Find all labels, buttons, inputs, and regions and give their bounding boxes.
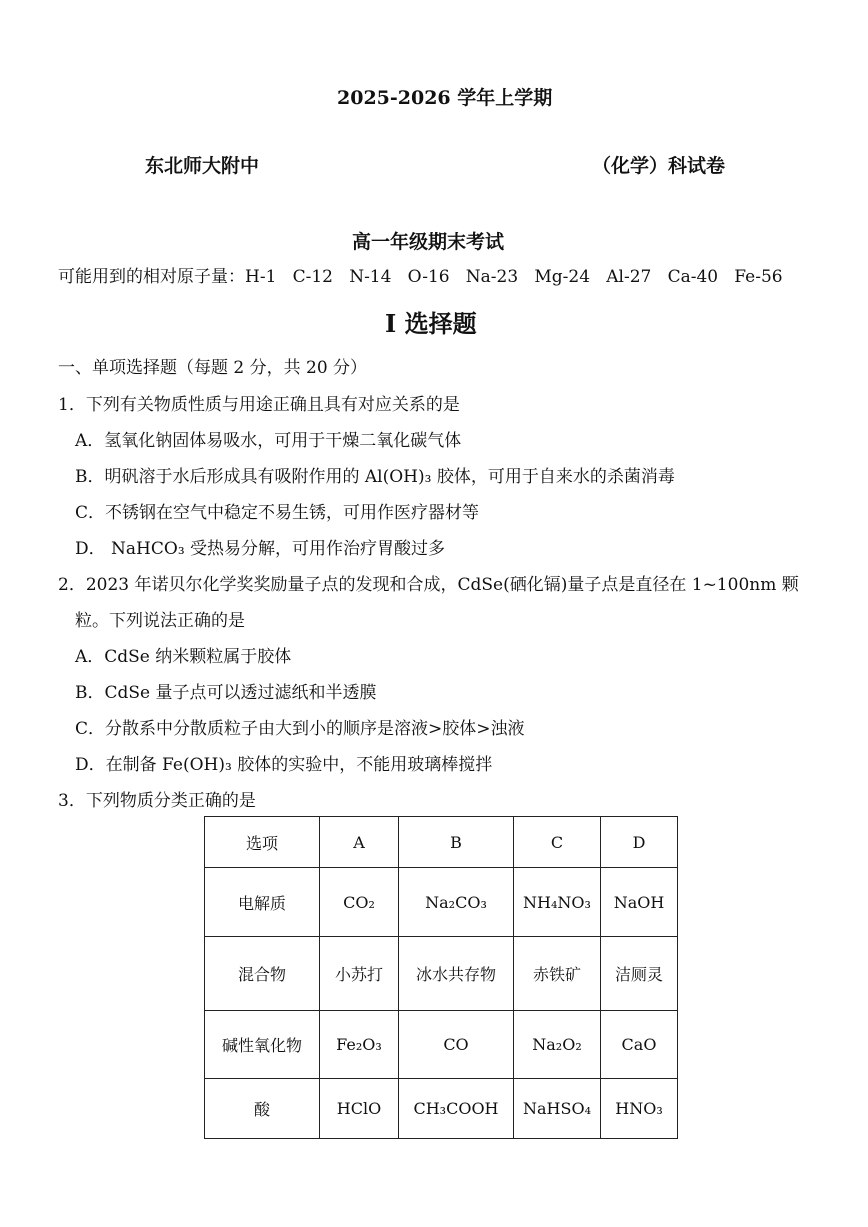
table-row xyxy=(205,1079,678,1139)
term-heading: 2025-2026 学年上学期 xyxy=(337,87,553,109)
table-cell: NaOH xyxy=(601,868,678,937)
table-cell: 电解质 xyxy=(205,868,320,937)
q1-option-b: B．明矾溶于水后形成具有吸附作用的 Al(OH)₃ 胶体，可用于自来水的杀菌消毒 xyxy=(75,467,675,487)
part1-title: 一、单项选择题（每题 2 分，共 20 分） xyxy=(58,358,368,378)
q1-option-a: A．氢氧化钠固体易吸水，可用于干燥二氧化碳气体 xyxy=(75,431,462,451)
table-cell: Na₂CO₃ xyxy=(399,868,514,937)
table-header-row xyxy=(205,817,678,868)
table-cell: 混合物 xyxy=(205,937,320,1011)
table-header-cell: 选项 xyxy=(205,817,320,868)
table-cell: 洁厕灵 xyxy=(601,937,678,1011)
table-cell: Fe₂O₃ xyxy=(320,1011,399,1079)
table-header-cell: C xyxy=(514,817,601,868)
table-row xyxy=(205,937,678,1011)
table-cell: HNO₃ xyxy=(601,1079,678,1139)
q3-stem: 3．下列物质分类正确的是 xyxy=(58,791,256,811)
table-header-cell: D xyxy=(601,817,678,868)
table-cell: CH₃COOH xyxy=(399,1079,514,1139)
table-header-cell: B xyxy=(399,817,514,868)
table-cell: CO₂ xyxy=(320,868,399,937)
table-cell: 酸 xyxy=(205,1079,320,1139)
table-row xyxy=(205,868,678,937)
section-title: I 选择题 xyxy=(385,309,477,338)
table-cell: Na₂O₂ xyxy=(514,1011,601,1079)
exam-title: 高一年级期末考试 xyxy=(352,231,505,253)
q2-option-b: B．CdSe 量子点可以透过滤纸和半透膜 xyxy=(75,683,377,703)
atomic-masses-line: 可能用到的相对原子量：H-1 C-12 N-14 O-16 Na-23 Mg-24 Al-27 Ca-40 Fe-56 xyxy=(58,267,783,287)
q2-option-c: C．分散系中分散质粒子由大到小的顺序是溶液>胶体>浊液 xyxy=(75,719,525,739)
q2-stem-line1: 2．2023 年诺贝尔化学奖奖励量子点的发现和合成，CdSe(硒化镉)量子点是直径在 1~100nm 颗 xyxy=(58,575,799,595)
q2-stem-line2: 粒。下列说法正确的是 xyxy=(75,611,245,631)
school-name: 东北师大附中 xyxy=(145,155,260,177)
table-cell: CaO xyxy=(601,1011,678,1079)
table-cell: HClO xyxy=(320,1079,399,1139)
table-header-cell: A xyxy=(320,817,399,868)
table-row xyxy=(205,1011,678,1079)
table-cell: NH₄NO₃ xyxy=(514,868,601,937)
q1-option-c: C．不锈钢在空气中稳定不易生锈，可用作医疗器材等 xyxy=(75,503,480,523)
q1-option-d: D． NaHCO₃ 受热易分解，可用作治疗胃酸过多 xyxy=(75,539,446,559)
subject-title: （化学）科试卷 xyxy=(592,155,726,177)
q2-option-a: A．CdSe 纳米颗粒属于胶体 xyxy=(75,647,292,667)
table-cell: 赤铁矿 xyxy=(514,937,601,1011)
table-cell: 碱性氧化物 xyxy=(205,1011,320,1079)
q1-stem: 1．下列有关物质性质与用途正确且具有对应关系的是 xyxy=(58,395,460,415)
table-cell: NaHSO₄ xyxy=(514,1079,601,1139)
q2-option-d: D．在制备 Fe(OH)₃ 胶体的实验中，不能用玻璃棒搅拌 xyxy=(75,755,493,775)
table-cell: CO xyxy=(399,1011,514,1079)
table-cell: 冰水共存物 xyxy=(399,937,514,1011)
table-cell: 小苏打 xyxy=(320,937,399,1011)
classification-table xyxy=(204,816,678,1139)
